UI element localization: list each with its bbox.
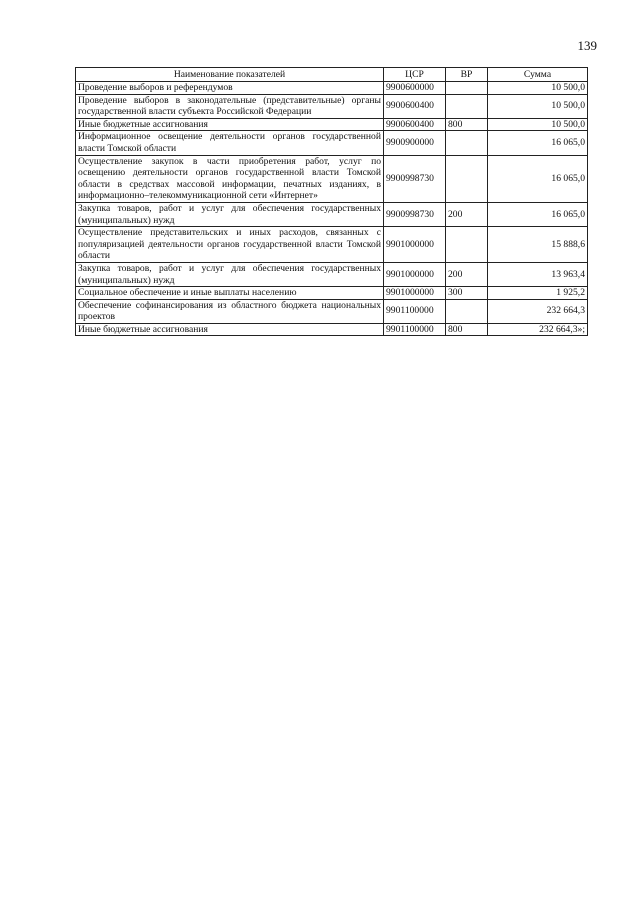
row-vr	[446, 155, 488, 202]
row-name: Социальное обеспечение и иные выплаты населению	[76, 287, 384, 300]
row-name: Иные бюджетные ассигнования	[76, 118, 384, 131]
row-csr: 9900600400	[384, 94, 446, 118]
row-vr	[446, 131, 488, 155]
header-csr: ЦСР	[384, 68, 446, 82]
table-row	[76, 202, 588, 226]
header-vr: ВР	[446, 68, 488, 82]
row-vr: 300	[446, 287, 488, 300]
row-csr: 9901000000	[384, 227, 446, 263]
row-vr	[446, 227, 488, 263]
page-number: 139	[577, 38, 597, 53]
row-sum: 16 065,0	[488, 155, 588, 202]
table-row	[76, 155, 588, 202]
row-name: Осуществление закупок в части приобретения работ, услуг по освещению деятельности органов государственной власти Томской области в средствах массовой информации, печатных изданиях, в информационно–телекоммуникационной сети «Интернет»	[76, 155, 384, 202]
row-csr: 9901000000	[384, 287, 446, 300]
table-header-row	[76, 68, 588, 82]
row-vr	[446, 299, 488, 323]
table-row	[76, 323, 588, 336]
table-row	[76, 118, 588, 131]
table-row	[76, 227, 588, 263]
table-row	[76, 262, 588, 286]
row-sum: 10 500,0	[488, 118, 588, 131]
row-csr: 9901000000	[384, 262, 446, 286]
row-vr: 800	[446, 323, 488, 336]
row-sum: 232 664,3	[488, 299, 588, 323]
row-csr: 9900900000	[384, 131, 446, 155]
header-name: Наименование показателей	[76, 68, 384, 82]
row-vr: 200	[446, 202, 488, 226]
row-name: Осуществление представительских и иных расходов, связанных с популяризацией деятельности органов государственной власти Томской области	[76, 227, 384, 263]
row-sum: 232 664,3»;	[488, 323, 588, 336]
row-csr: 9900998730	[384, 202, 446, 226]
table-row	[76, 82, 588, 95]
row-name: Закупка товаров, работ и услуг для обеспечения государственных (муниципальных) нужд	[76, 262, 384, 286]
row-csr: 9900600400	[384, 118, 446, 131]
row-name: Информационное освещение деятельности органов государственной власти Томской области	[76, 131, 384, 155]
row-sum: 10 500,0	[488, 94, 588, 118]
table-row	[76, 94, 588, 118]
row-vr	[446, 94, 488, 118]
row-sum: 15 888,6	[488, 227, 588, 263]
budget-table	[75, 67, 588, 336]
row-name: Обеспечение софинансирования из областного бюджета национальных проектов	[76, 299, 384, 323]
table-body	[76, 82, 588, 336]
table-row	[76, 287, 588, 300]
row-name: Проведение выборов и референдумов	[76, 82, 384, 95]
row-csr: 9901100000	[384, 323, 446, 336]
row-sum: 16 065,0	[488, 131, 588, 155]
row-name: Закупка товаров, работ и услуг для обеспечения государственных (муниципальных) нужд	[76, 202, 384, 226]
row-sum: 10 500,0	[488, 82, 588, 95]
row-name: Иные бюджетные ассигнования	[76, 323, 384, 336]
row-vr	[446, 82, 488, 95]
table-row	[76, 131, 588, 155]
row-sum: 1 925,2	[488, 287, 588, 300]
row-name: Проведение выборов в законодательные (представительные) органы государственной власти субъекта Российской Федерации	[76, 94, 384, 118]
row-vr: 200	[446, 262, 488, 286]
row-csr: 9900600000	[384, 82, 446, 95]
row-csr: 9901100000	[384, 299, 446, 323]
row-sum: 16 065,0	[488, 202, 588, 226]
row-sum: 13 963,4	[488, 262, 588, 286]
header-sum: Сумма	[488, 68, 588, 82]
table-row	[76, 299, 588, 323]
row-vr: 800	[446, 118, 488, 131]
row-csr: 9900998730	[384, 155, 446, 202]
